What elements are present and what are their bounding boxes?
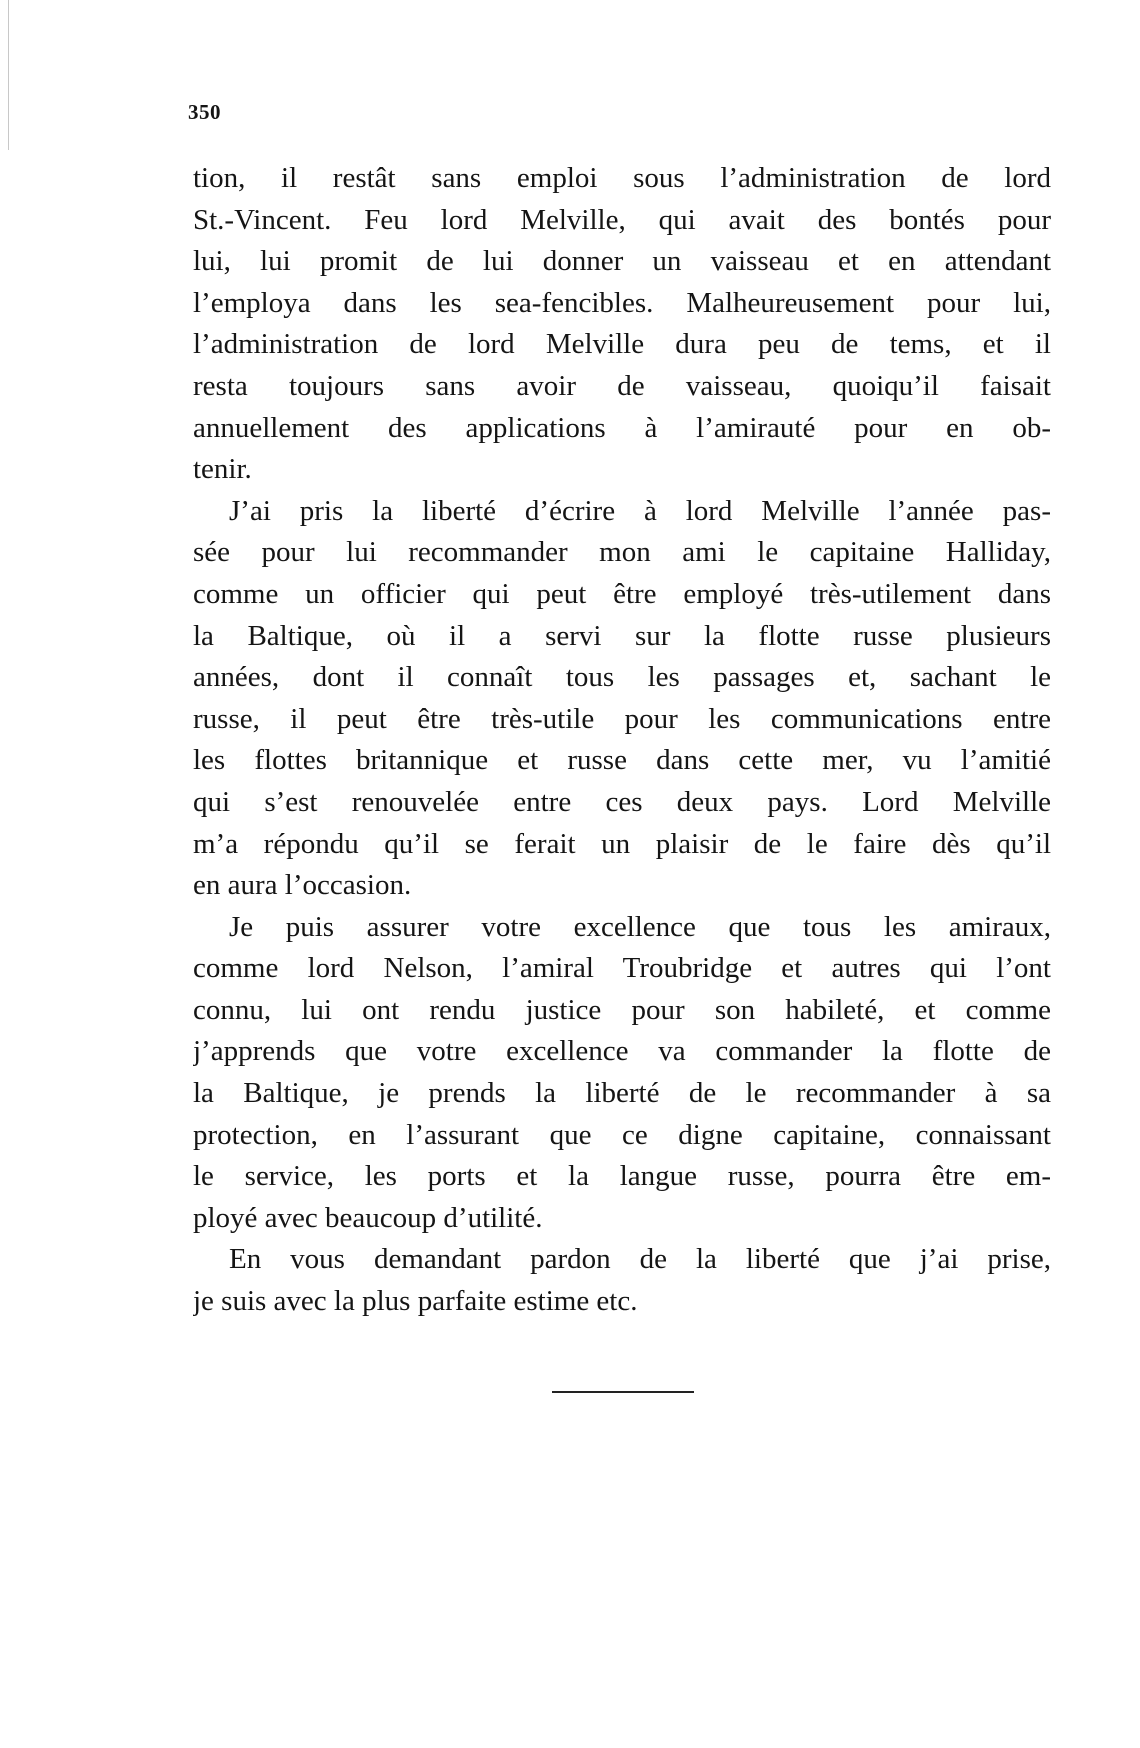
text-line: connu, lui ont rendu justice pour son habileté, et comme (193, 993, 1051, 1026)
text-line: comme un officier qui peut être employé très-utilement dans (193, 577, 1051, 610)
text-line: je suis avec la plus parfaite estime etc. (193, 1285, 638, 1318)
text-line: russe, il peut être très-utile pour les communications entre (193, 702, 1051, 735)
text-line: les flottes britannique et russe dans cette mer, vu l’amitié (193, 744, 1051, 777)
text-line: qui s’est renouvelée entre ces deux pays. Lord Melville (193, 785, 1051, 818)
paragraph-first-line: J’ai pris la liberté d’écrire à lord Melville l’année pas- (229, 494, 1051, 527)
text-line: annuellement des applications à l’amirauté pour en ob- (193, 411, 1051, 444)
body-text (193, 158, 1051, 1323)
text-line: ployé avec beaucoup d’utilité. (193, 1201, 543, 1234)
text-line: années, dont il connaît tous les passages et, sachant le (193, 661, 1051, 694)
text-line: le service, les ports et la langue russe, pourra être em- (193, 1160, 1051, 1193)
text-line: tion, il restât sans emploi sous l’administration de lord (193, 162, 1051, 194)
paragraph-first-line: En vous demandant pardon de la liberté que j’ai prise, (229, 1243, 1051, 1276)
page-number: 350 (188, 100, 221, 124)
text-line: St.-Vincent. Feu lord Melville, qui avait des bontés pour (193, 203, 1051, 236)
paragraph-first-line: Je puis assurer votre excellence que tous les amiraux, (229, 910, 1051, 943)
text-line: lui, lui promit de lui donner un vaisseau et en attendant (193, 245, 1051, 278)
text-line: l’employa dans les sea-fencibles. Malheureusement pour lui, (193, 286, 1051, 319)
text-line: j’apprends que votre excellence va commander la flotte de (193, 1035, 1051, 1068)
text-line: sée pour lui recommander mon ami le capitaine Halliday, (193, 536, 1051, 569)
page-edge-mark (8, 0, 9, 150)
text-line: resta toujours sans avoir de vaisseau, quoiqu’il faisait (193, 369, 1051, 402)
text-line: la Baltique, je prends la liberté de le recommander à sa (193, 1077, 1051, 1110)
text-line: tenir. (193, 453, 252, 486)
text-line: l’administration de lord Melville dura peu de tems, et il (193, 328, 1051, 361)
text-line: en aura l’occasion. (193, 869, 412, 902)
text-line: la Baltique, où il a servi sur la flotte russe plusieurs (193, 619, 1051, 652)
text-line: m’a répondu qu’il se ferait un plaisir de le faire dès qu’il (193, 827, 1051, 860)
text-line: comme lord Nelson, l’amiral Troubridge et autres qui l’ont (193, 952, 1051, 985)
closing-rule (552, 1391, 694, 1393)
text-line: protection, en l’assurant que ce digne capitaine, connaissant (193, 1118, 1051, 1151)
